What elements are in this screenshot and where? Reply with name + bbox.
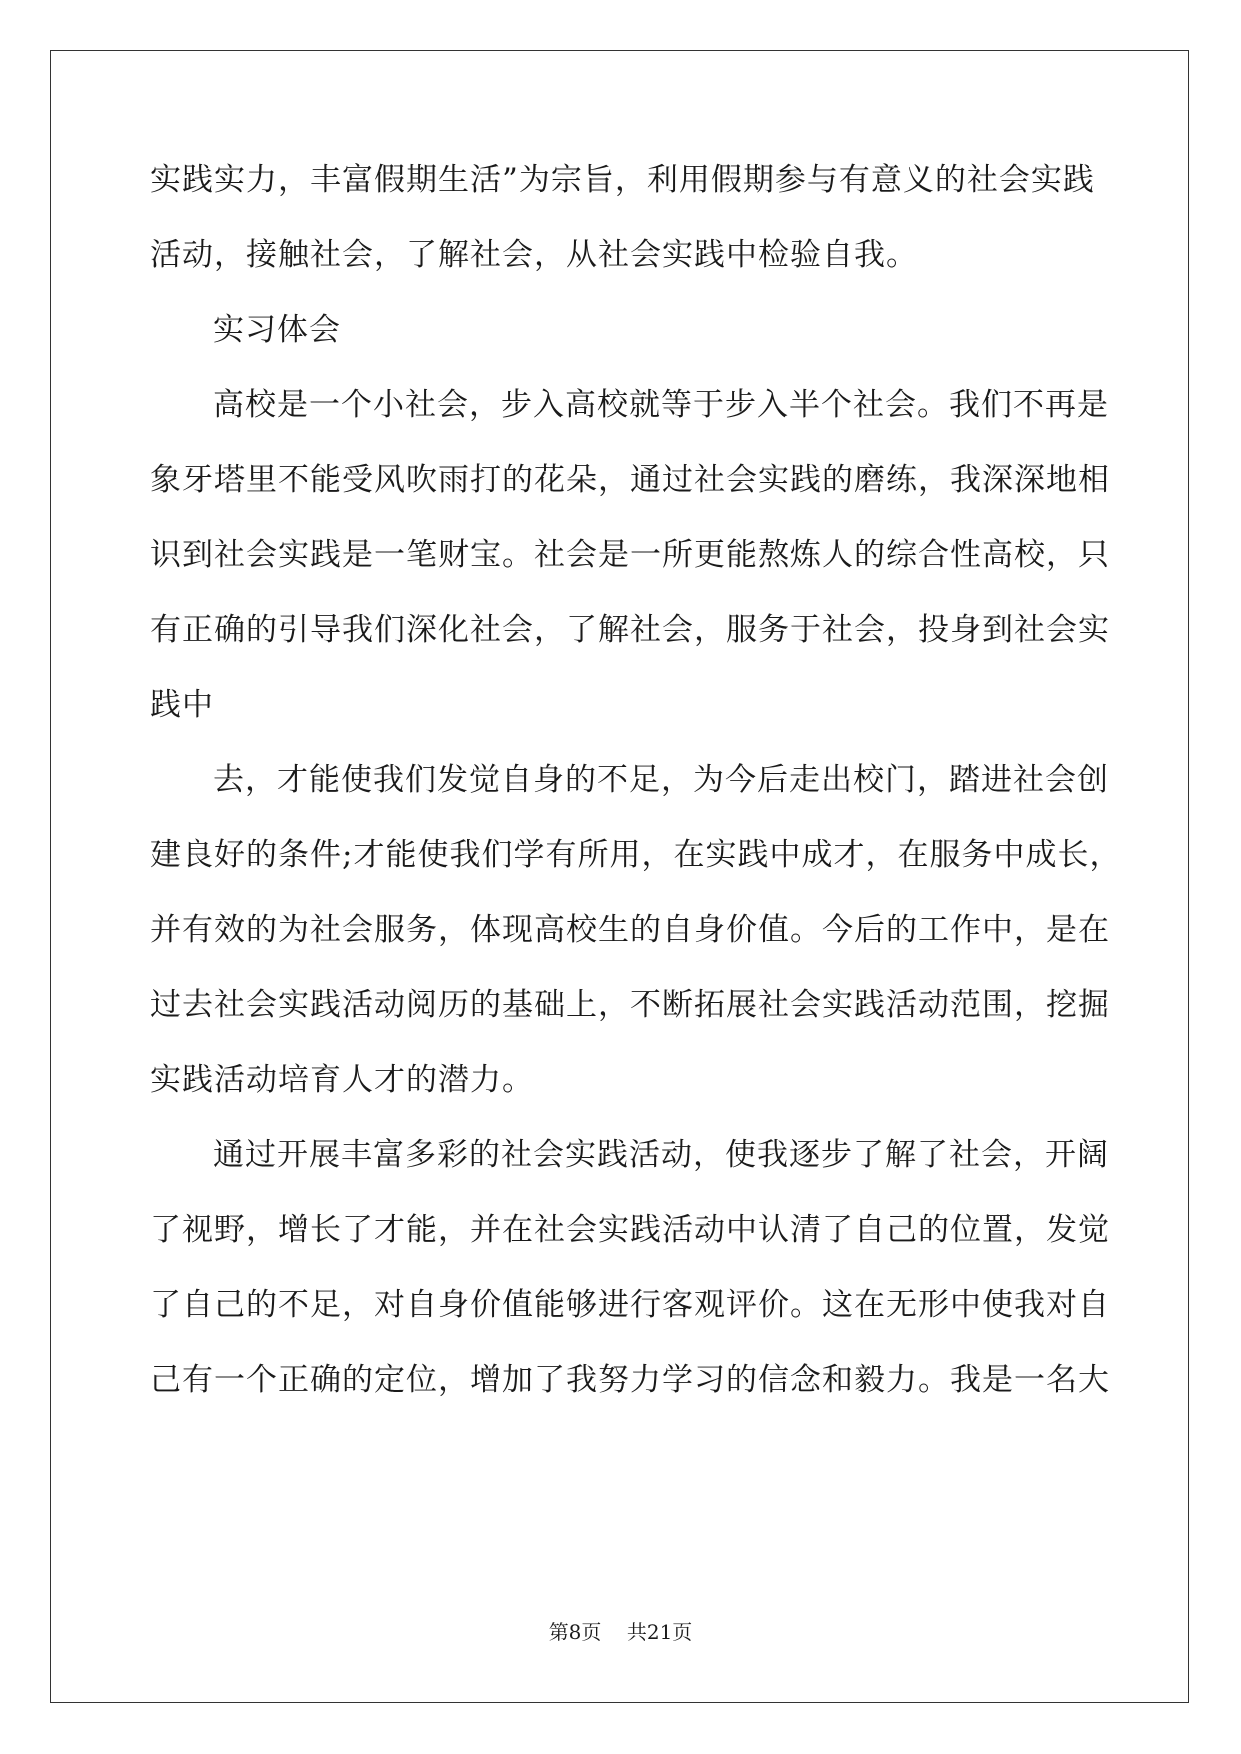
- text-line: 有正确的引导我们深化社会，了解社会，服务于社会，投身到社会实: [150, 612, 1110, 648]
- page-footer: [0, 1619, 1241, 1645]
- text-line: 通过开展丰富多彩的社会实践活动，使我逐步了解了社会，开阔: [213, 1137, 1109, 1173]
- text-line: 建良好的条件;才能使我们学有所用，在实践中成才，在服务中成长，: [150, 837, 1122, 873]
- text-line: 识到社会实践是一笔财宝。社会是一所更能熬炼人的综合性高校，只: [150, 537, 1110, 573]
- text-line: 实践实力，丰富假期生活”为宗旨，利用假期参与有意义的社会实践: [150, 162, 1095, 198]
- text-line: 象牙塔里不能受风吹雨打的花朵，通过社会实践的磨练，我深深地相: [150, 462, 1110, 498]
- text-line: 践中: [150, 687, 214, 723]
- page-total: 共21页: [626, 1620, 693, 1644]
- text-line: 过去社会实践活动阅历的基础上，不断拓展社会实践活动范围，挖掘: [150, 987, 1110, 1023]
- text-line: 了自己的不足，对自身价值能够进行客观评价。这在无形中使我对自: [150, 1287, 1110, 1323]
- text-line: 己有一个正确的定位，增加了我努力学习的信念和毅力。我是一名大: [150, 1362, 1110, 1398]
- text-line: 了视野，增长了才能，并在社会实践活动中认清了自己的位置，发觉: [150, 1212, 1110, 1248]
- page-number: 第8页: [548, 1620, 602, 1644]
- section-heading: 实习体会: [213, 312, 341, 348]
- text-line: 实践活动培育人才的潜力。: [150, 1062, 534, 1098]
- text-line: 去，才能使我们发觉自身的不足，为今后走出校门，踏进社会创: [213, 762, 1109, 798]
- text-line: 高校是一个小社会，步入高校就等于步入半个社会。我们不再是: [213, 387, 1109, 423]
- text-line: 并有效的为社会服务，体现高校生的自身价值。今后的工作中，是在: [150, 912, 1110, 948]
- page-border: [50, 50, 1189, 1703]
- text-line: 活动，接触社会，了解社会，从社会实践中检验自我。: [150, 237, 918, 273]
